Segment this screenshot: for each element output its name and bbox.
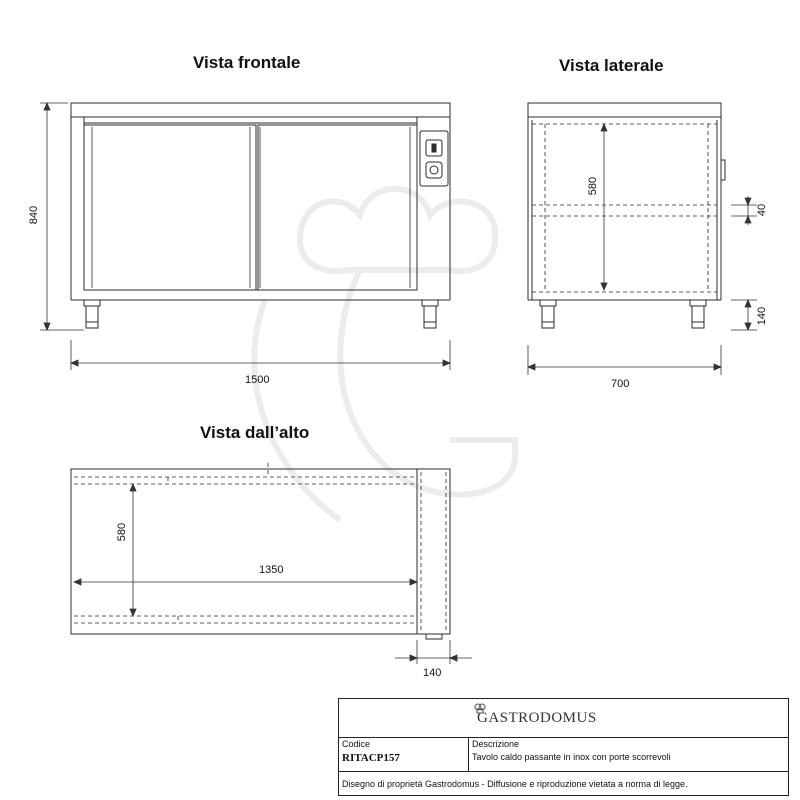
dim-top-inner-width: 1350 <box>259 564 284 576</box>
dim-side-legs: 140 <box>756 306 768 326</box>
watermark-logo <box>254 189 515 520</box>
dim-side-shelf: 40 <box>756 203 768 217</box>
top-view-title: Vista dall’alto <box>200 423 310 442</box>
title-block <box>338 698 789 796</box>
dim-front-width: 1500 <box>245 374 270 386</box>
front-left-door <box>84 125 256 290</box>
dim-top-panel: 140 <box>423 667 442 679</box>
front-view-title: Vista frontale <box>193 53 301 72</box>
title-block-header <box>339 699 788 738</box>
side-top-plate <box>528 103 721 117</box>
front-view <box>40 103 450 370</box>
footer-note: Disegno di proprietà Gastrodomus - Diffusione e riproduzione vietata a norma di legge. <box>342 779 688 789</box>
brand-logo <box>477 710 597 727</box>
side-view <box>528 103 757 375</box>
dim-front-height: 840 <box>28 205 40 225</box>
front-right-door <box>258 125 417 290</box>
brand-name: GASTRODOMUS <box>477 710 597 726</box>
code-value: RITACP157 <box>342 752 400 764</box>
side-feet <box>540 300 706 328</box>
code-label: Codice <box>342 739 371 749</box>
dim-side-inner-height: 580 <box>587 176 599 196</box>
code-cell <box>339 737 469 772</box>
dim-top-depth: 580 <box>116 522 128 542</box>
description-value: Tavolo caldo passante in inox con porte scorrevoli <box>472 752 671 762</box>
dim-side-width: 700 <box>611 378 630 390</box>
description-label: Descrizione <box>472 739 520 749</box>
front-top-plate <box>71 103 450 117</box>
description-cell <box>469 737 788 772</box>
top-outline <box>71 469 450 634</box>
side-view-title: Vista laterale <box>559 56 664 75</box>
chef-hat-icon <box>474 702 486 716</box>
